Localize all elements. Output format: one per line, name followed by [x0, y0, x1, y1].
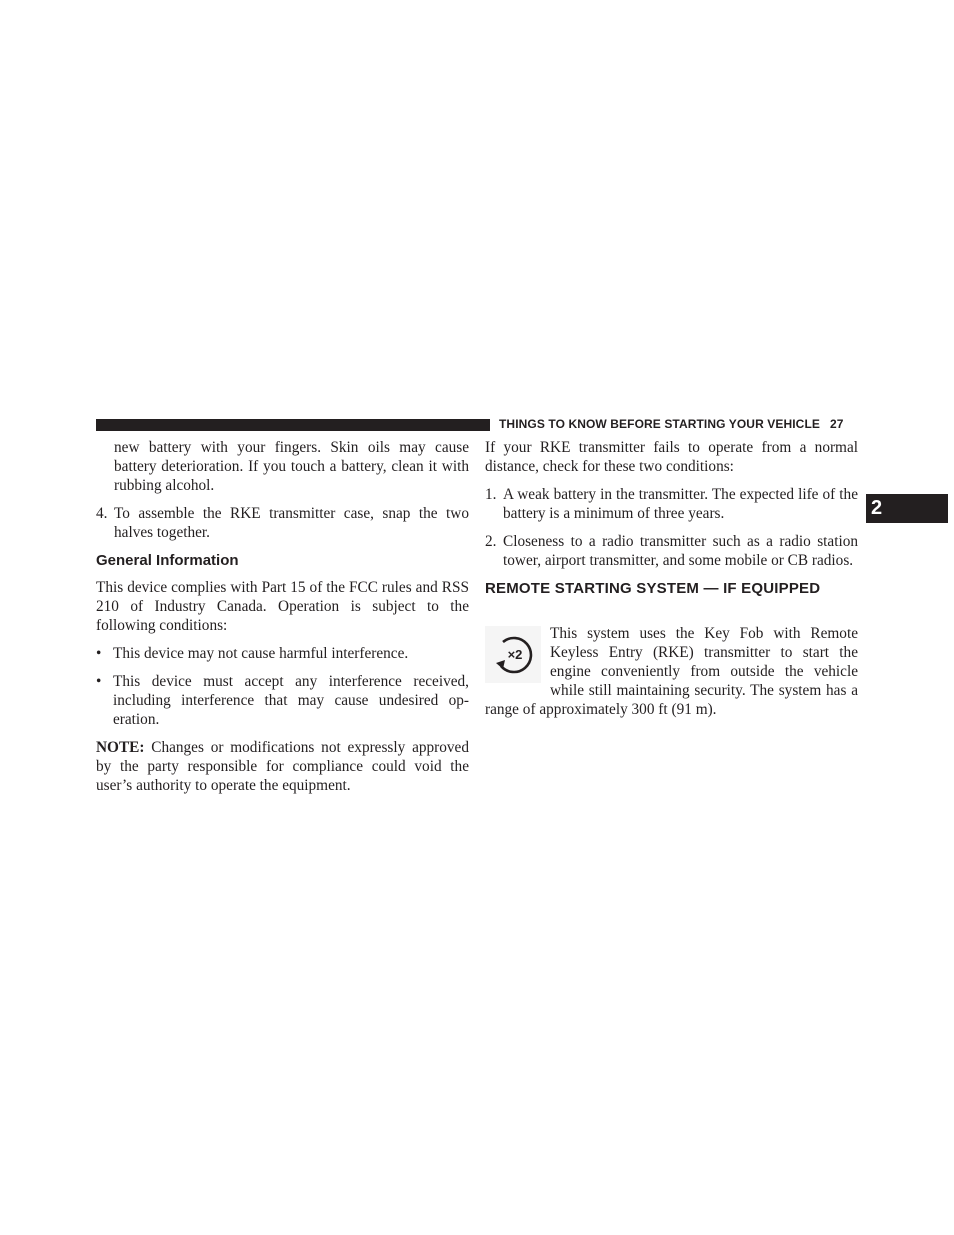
running-header — [499, 417, 859, 431]
condition-text: Closeness to a radio transmitter such as a radio station tower, airport transmitter, and some mobile or CB radios. — [503, 533, 858, 569]
remote-start-icon — [485, 626, 541, 683]
note-paragraph — [96, 738, 469, 795]
remote-start-section — [485, 624, 858, 719]
step-text: To assemble the RKE transmitter case, snap the two halves together. — [114, 505, 469, 541]
list-item — [96, 672, 469, 729]
list-item — [96, 644, 469, 663]
note-label: NOTE: — [96, 739, 145, 756]
general-information-heading: General Information — [96, 552, 239, 569]
step-number: 4. — [96, 505, 108, 522]
left-column — [96, 438, 469, 804]
intro-paragraph: If your RKE transmitter fails to operate from a normal distance, check for these two conditions: — [485, 439, 858, 475]
condition-number: 2. — [485, 533, 497, 550]
condition-item — [485, 532, 858, 570]
remote-starting-heading: REMOTE STARTING SYSTEM — IF EQUIPPED — [485, 580, 821, 597]
condition-text: A weak battery in the transmitter. The expected life of the battery is a minimum of three years. — [503, 486, 858, 522]
continued-paragraph: new battery with your fingers. Skin oils may cause battery deterioration. If you touch a battery, clean it with rubbing alcohol. — [114, 439, 469, 494]
note-text: Changes or modifications not expressly approved by the party responsible for compliance could void the user’s authority to operate the equipment. — [96, 739, 469, 794]
bullet-icon: • — [96, 673, 102, 690]
icon-label: ×2 — [507, 647, 523, 662]
chapter-tab: 2 — [866, 494, 948, 523]
header-title: THINGS TO KNOW BEFORE STARTING YOUR VEHICLE — [499, 417, 820, 431]
header-rule — [96, 419, 490, 431]
step-item — [96, 504, 469, 542]
general-information-paragraph: This device complies with Part 15 of the FCC rules and RSS 210 of Industry Canada. Operation is subject to the following conditions: — [96, 579, 469, 634]
remote-start-paragraph: This system uses the Key Fob with Remote Keyless Entry (RKE) transmitter to start the engine conveniently from outside the vehicle while still maintaining security. The system has a range of approximately 300 ft (91 m). — [485, 625, 858, 718]
bullet-icon: • — [96, 645, 102, 662]
condition-number: 1. — [485, 486, 497, 503]
page-number: 27 — [829, 417, 844, 431]
bullet-text: This device must accept any interference received, including interference that may cause undesired op-eration. — [113, 673, 469, 728]
condition-item — [485, 485, 858, 523]
bullet-text: This device may not cause harmful interference. — [113, 645, 409, 662]
right-column — [485, 438, 858, 719]
